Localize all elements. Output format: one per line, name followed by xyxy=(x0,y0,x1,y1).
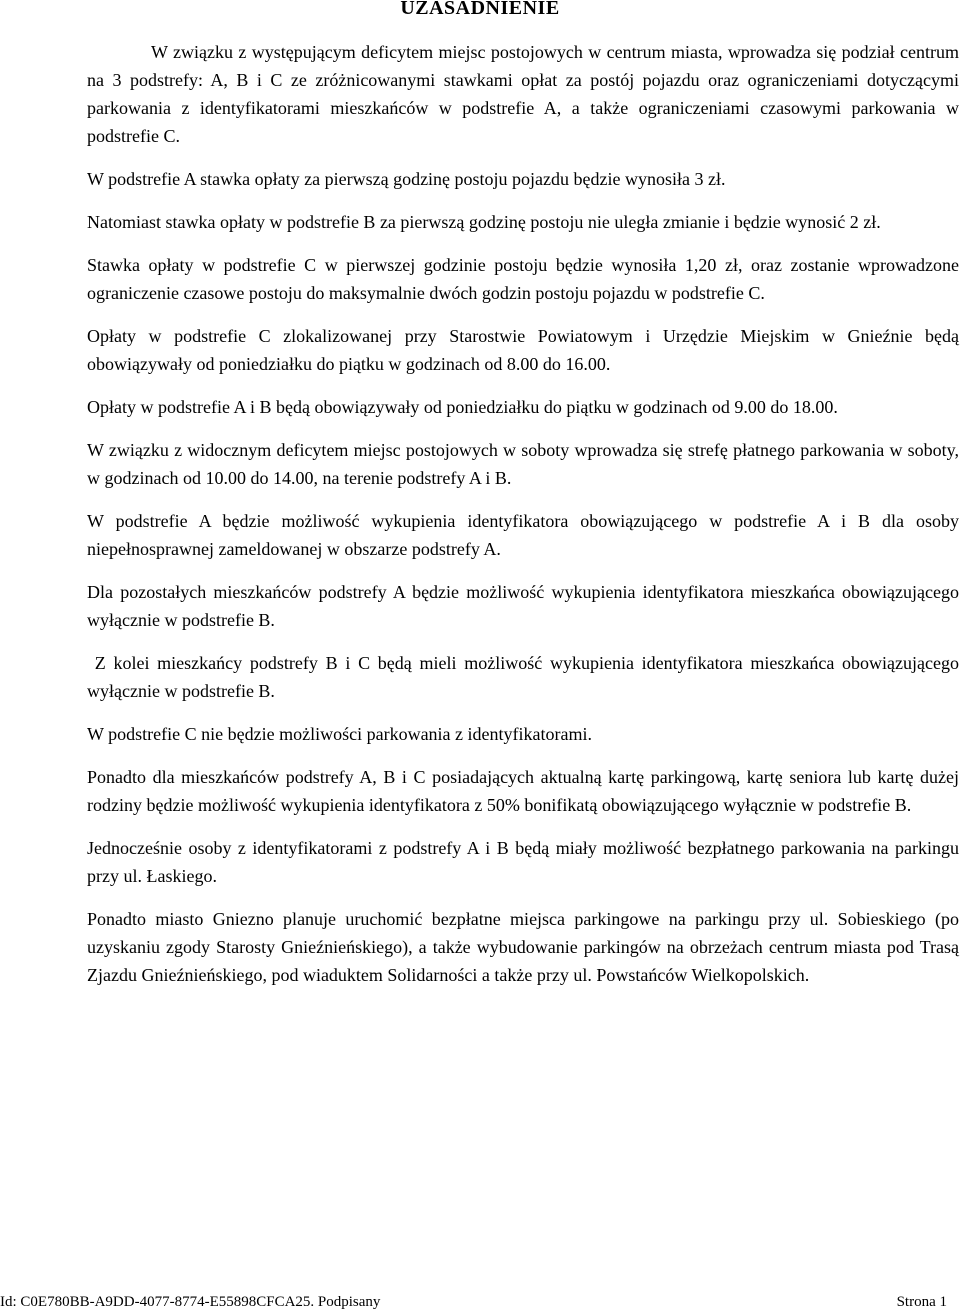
paragraph-rate-a: W podstrefie A stawka opłaty za pierwszą godzinę postoju pojazdu będzie wynosiła 3 zł. xyxy=(87,169,726,189)
document-id-signature: Id: C0E780BB-A9DD-4077-8774-E55898CFCA25. Podpisany xyxy=(0,1294,381,1310)
paragraph-rate-c: Stawka opłaty w podstrefie C w pierwszej godzinie postoju będzie wynosiła 1,20 zł, oraz zostanie wprowadzone ograniczenie czasowe postoju do maksymalnie dwóch godzin postoju pojazdu w podstrefie C. xyxy=(87,255,959,303)
paragraph-rate-b: Natomiast stawka opłaty w podstrefie B za pierwszą godzinę postoju nie uległa zmianie i będzie wynosić 2 zł. xyxy=(87,212,881,232)
paragraph-discount: Ponadto dla mieszkańców podstrefy A, B i C posiadających aktualną kartę parkingową, kartę seniora lub kartę dużej rodziny będzie możliwość wykupienia identyfikatora z 50% bonifikatą obowiązującego wyłącznie w podstrefie B. xyxy=(87,767,959,815)
document-body xyxy=(87,38,959,989)
paragraph-intro: W związku z występującym deficytem miejsc postojowych w centrum miasta, wprowadza się podział centrum na 3 podstrefy: A, B i C ze zróżnicowanymi stawkami opłat za postój pojazdu oraz ograniczeniami dotyczącymi parkowania z identyfikatorami mieszkańców w podstrefie A, a także ograniczeniami czasowymi parkowania w podstrefie C. xyxy=(87,42,959,146)
paragraph-hours-ab: Opłaty w podstrefie A i B będą obowiązywały od poniedziałku do piątku w godzinach od 9.00 do 18.00. xyxy=(87,397,838,417)
paragraph-future-plans: Ponadto miasto Gniezno planuje uruchomić bezpłatne miejsca parkingowe na parkingu przy ul. Sobieskiego (po uzyskaniu zgody Starosty Gnieźnieńskiego), a także wybudowanie parkingów na obrzeżach centrum miasta pod Trasą Zjazdu Gnieźnieńskiego, pod wiaduktem Solidarności a także przy ul. Powstańców Wielkopolskich. xyxy=(87,909,959,985)
paragraph-disabled-id: W podstrefie A będzie możliwość wykupienia identyfikatora obowiązującego w podstrefie A i B dla osoby niepełnosprawnej zameldowanej w obszarze podstrefy A. xyxy=(87,511,959,559)
paragraph-saturday: W związku z widocznym deficytem miejsc postojowych w soboty wprowadza się strefę płatnego parkowania w soboty, w godzinach od 10.00 do 14.00, na terenie podstrefy A i B. xyxy=(87,440,959,488)
paragraph-free-parking: Jednocześnie osoby z identyfikatorami z podstrefy A i B będą miały możliwość bezpłatnego parkowania na parkingu przy ul. Łaskiego. xyxy=(87,838,959,886)
paragraph-no-id-c: W podstrefie C nie będzie możliwości parkowania z identyfikatorami. xyxy=(87,724,593,744)
page-number: Strona 1 xyxy=(896,1294,947,1310)
paragraph-residents-a: Dla pozostałych mieszkańców podstrefy A będzie możliwość wykupienia identyfikatora mieszkańca obowiązującego wyłącznie w podstrefie B. xyxy=(87,582,959,630)
page-title: UZASADNIENIE xyxy=(400,0,560,19)
paragraph-hours-c: Opłaty w podstrefie C zlokalizowanej przy Starostwie Powiatowym i Urzędzie Miejskim w Gnieźnie będą obowiązywały od poniedziałku do piątku w godzinach od 8.00 do 16.00. xyxy=(87,326,959,374)
paragraph-residents-bc: Z kolei mieszkańcy podstrefy B i C będą mieli możliwość wykupienia identyfikatora mieszkańca obowiązującego wyłącznie w podstrefie B. xyxy=(87,653,959,701)
